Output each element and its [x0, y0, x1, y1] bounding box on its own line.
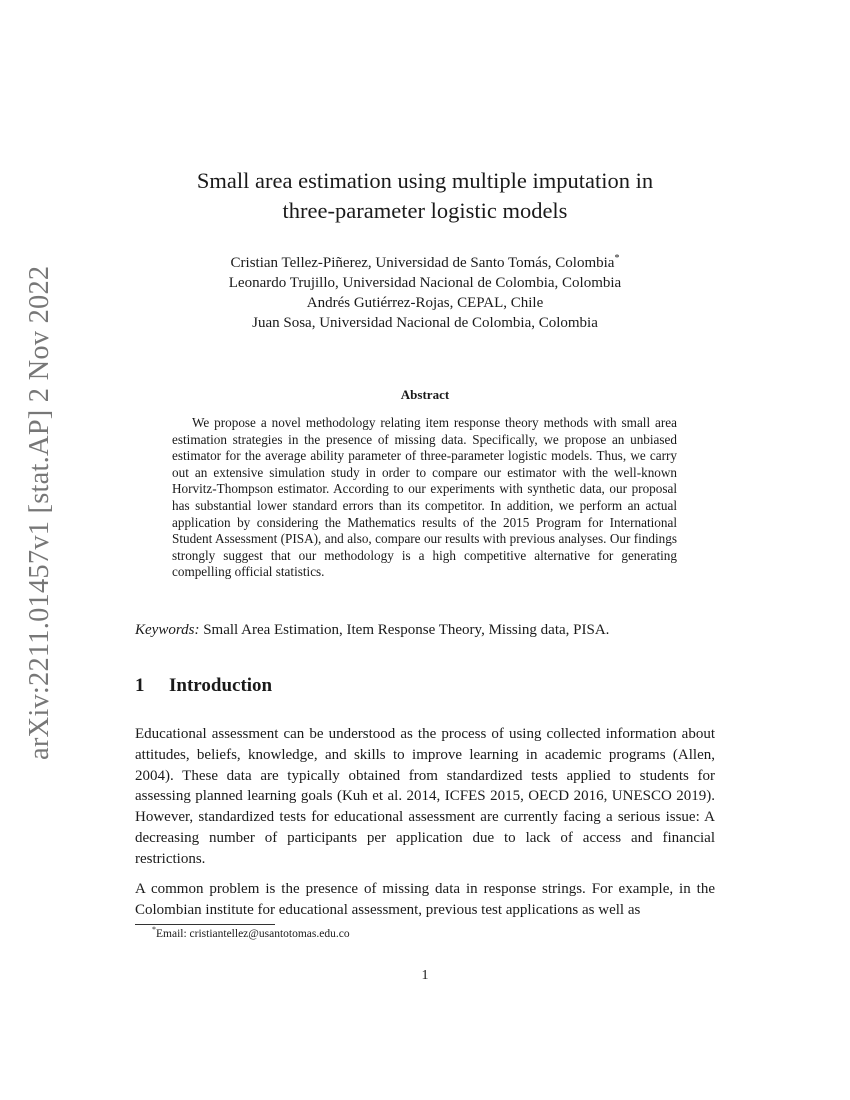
author-2: Leonardo Trujillo, Universidad Nacional de Colombia, Colombia [228, 275, 622, 291]
page-number: 1 [421, 968, 429, 983]
footnote-divider [135, 924, 275, 925]
body-paragraph: Educational assessment can be understood as the process of using collected information about attitudes, beliefs, knowledge, and skills to improve learning in academic programs (Allen, 2004). These data are typically obtained from standardized tests applied to students for assessing planned learning goals (Kuh et al. 2014, ICFES 2015, OECD 2016, UNESCO 2019). However, standardized tests for educational assessment are currently facing a serious issue: A decreasing number of participants per application due to lack of access and financial restrictions. [135, 726, 715, 867]
section-title: Introduction [169, 675, 273, 696]
title-line-1: Small area estimation using multiple imputation in [196, 168, 654, 193]
arxiv-identifier-stamp: arXiv:2211.01457v1 [stat.AP] 2 Nov 2022 [24, 265, 55, 760]
section-heading-introduction [135, 675, 272, 697]
author-1: Cristian Tellez-Piñerez, Universidad de Santo Tomás, Colombia [230, 255, 615, 271]
author-3: Andrés Gutiérrez-Rojas, CEPAL, Chile [306, 295, 544, 311]
footnote [152, 925, 350, 940]
footnote-mark: * [152, 925, 156, 935]
author-footnote-mark: * [614, 253, 620, 264]
footnote-text: Email: cristiantellez@usantotomas.edu.co [156, 928, 350, 940]
author-line [100, 253, 750, 273]
author-4: Juan Sosa, Universidad Nacional de Colombia, Colombia [252, 315, 598, 331]
keywords-label: Keywords: [135, 622, 200, 638]
author-list [100, 253, 750, 333]
paper-title [100, 166, 750, 226]
abstract-heading: Abstract [400, 387, 450, 402]
keywords-line [135, 620, 735, 640]
title-line-2: three-parameter logistic models [282, 198, 568, 223]
abstract-body: We propose a novel methodology relating item response theory methods with small area estimation strategies in the presence of missing data. Specifically, we propose an unbiased estimator for the average ability parameter of three-parameter logistic models. Thus, we carry out an extensive simulation study in order to compare our estimator with the well-known Horvitz-Thompson estimator. According to our experiments with synthetic data, our proposal has substantial lower standard errors than its competitor. In addition, we perform an actual application by considering the Mathematics results of the 2015 Program for International Student Assessment (PISA), and also, compare our results with previous analyses. Our findings strongly suggest that our methodology is a high competitive alternative for generating compelling official statistics. [172, 415, 677, 580]
section-number: 1 [135, 675, 145, 696]
keywords-text: Small Area Estimation, Item Response Theory, Missing data, PISA. [203, 622, 610, 638]
body-paragraph: A common problem is the presence of missing data in response strings. For example, in the Colombian institute for educational assessment, previous test applications as well as [135, 881, 715, 918]
